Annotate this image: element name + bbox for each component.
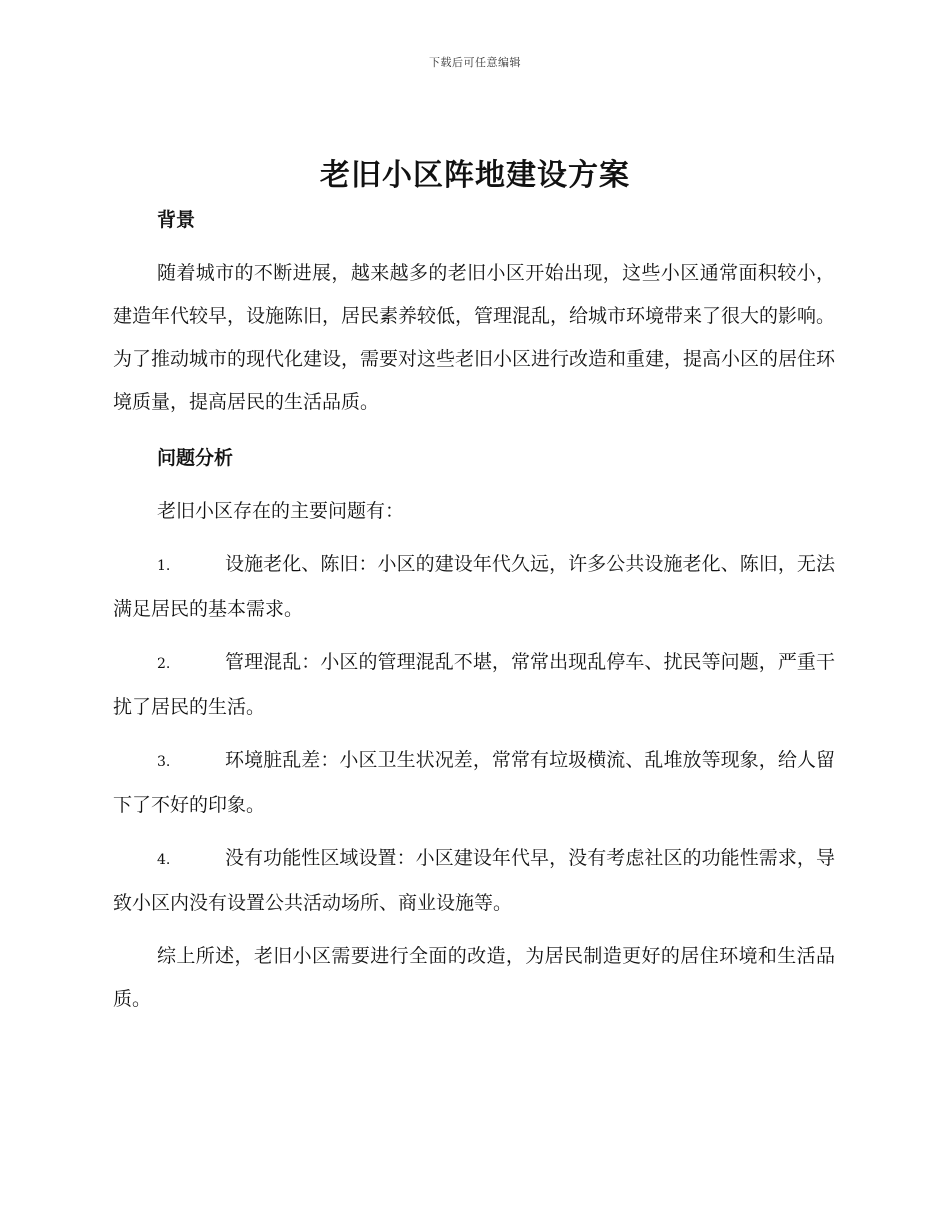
conclusion-paragraph: 综上所述，老旧小区需要进行全面的改造，为居民制造更好的居住环境和生活品质。 [113,945,835,1010]
list-item [113,543,835,631]
document-title: 老旧小区阵地建设方案 [320,158,630,193]
list-item [113,837,835,925]
list-item-number: 3. [157,754,171,770]
header-note: 下载后可任意编辑 [429,56,521,69]
list-item [113,641,835,729]
list-item-text: 设施老化、陈旧：小区的建设年代久远，许多公共设施老化、陈旧，无法满足居民的基本需求。 [113,553,835,620]
list-item-number: 1. [157,558,171,574]
list-item-text: 管理混乱：小区的管理混乱不堪，常常出现乱停车、扰民等问题，严重干扰了居民的生活。 [113,651,835,718]
section-heading-background: 背景 [157,209,196,231]
background-paragraph: 随着城市的不断进展，越来越多的老旧小区开始出现，这些小区通常面积较小，建造年代较早，设施陈旧，居民素养较低，管理混乱，给城市环境带来了很大的影响。为了推动城市的现代化建设，需要对这些老旧小区进行改造和重建，提高小区的居住环境质量，提高居民的生活品质。 [113,262,836,413]
list-item-text: 没有功能性区域设置：小区建设年代早，没有考虑社区的功能性需求，导致小区内没有设置公共活动场所、商业设施等。 [113,847,835,914]
section-heading-analysis: 问题分析 [157,447,234,469]
list-item-text: 环境脏乱差：小区卫生状况差，常常有垃圾横流、乱堆放等现象，给人留下了不好的印象。 [113,749,835,816]
document-body [113,198,835,1021]
analysis-intro: 老旧小区存在的主要问题有： [157,500,405,522]
list-item-number: 2. [157,656,171,672]
list-item [113,739,835,827]
list-item-number: 4. [157,852,171,868]
